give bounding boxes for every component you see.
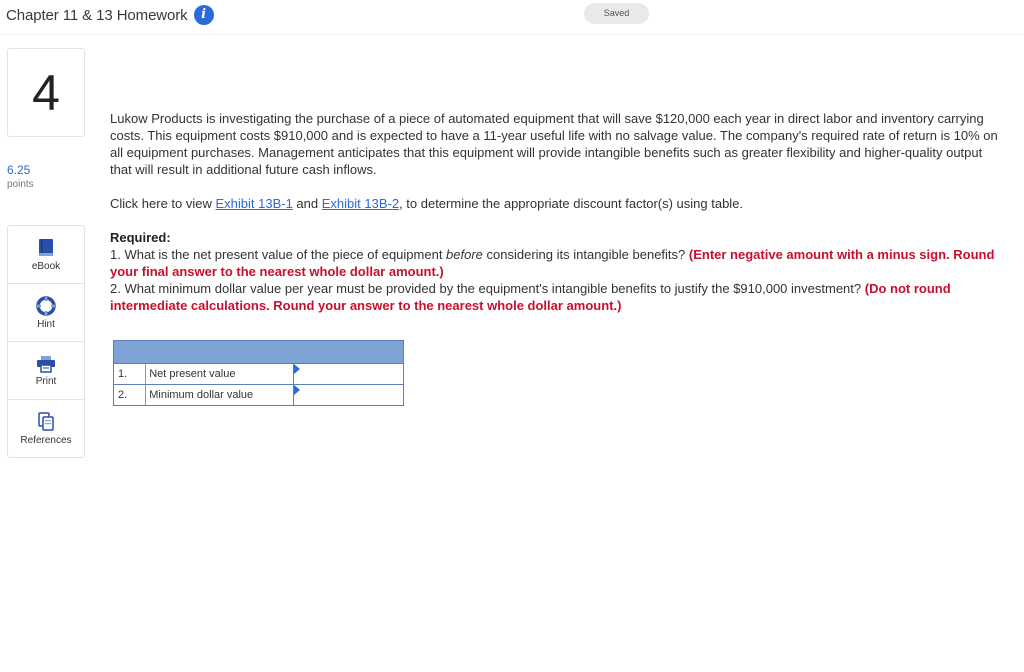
minimum-dollar-value-cell — [294, 385, 404, 406]
lifebuoy-icon — [36, 296, 56, 319]
problem-content — [110, 110, 1000, 314]
exhibit-13b-2-link[interactable]: Exhibit 13B-2 — [321, 196, 400, 211]
print-label: Print — [35, 375, 57, 387]
hint-label: Hint — [37, 318, 55, 330]
exhibit-instruction-prefix: Click here to view — [110, 196, 216, 211]
requirement-1-text-end: considering its intangible benefits? — [482, 247, 689, 262]
hint-button[interactable] — [8, 284, 84, 342]
ebook-label: eBook — [31, 260, 61, 272]
required-section — [110, 229, 1000, 314]
requirement-1 — [110, 246, 1000, 280]
printer-icon — [36, 355, 56, 376]
row-label: Minimum dollar value — [146, 385, 294, 406]
requirement-1-text: 1. What is the net present value of the piece of equipment — [110, 247, 447, 262]
requirement-1-italic: before — [446, 247, 483, 262]
problem-paragraph: Lukow Products is investigating the purchase of a piece of automated equipment that will save $120,000 each year in direct labor and inventory carrying costs. This equipment costs $910,000 and is expected to have a 11-year useful life with no salvage value. The company's required rate of return is 10% on all equipment purchases. Management anticipates that this equipment will provide intangible benefits such as greater flexibility and higher-quality output that will result in additional future cash inflows. — [110, 111, 998, 177]
question-number: 4 — [7, 48, 85, 137]
documents-icon — [37, 412, 55, 435]
answer-table-header — [114, 341, 404, 364]
exhibit-and-text: and — [292, 196, 322, 211]
references-button[interactable] — [8, 400, 84, 457]
info-icon[interactable]: i — [194, 5, 214, 25]
row-number: 1. — [114, 364, 146, 385]
header-bar — [0, 0, 1024, 35]
assignment-title: Chapter 11 & 13 Homework — [6, 6, 188, 24]
answer-table — [113, 340, 404, 406]
ebook-button[interactable] — [8, 226, 84, 284]
input-flag-icon — [294, 385, 300, 395]
table-row — [114, 385, 404, 406]
input-flag-icon — [294, 364, 300, 374]
requirement-1-instruction: (Enter negative amount with a minus sign. Round your final answer to the nearest whole dollar amount.) — [110, 247, 995, 279]
book-icon — [37, 238, 55, 261]
requirement-2 — [110, 280, 1000, 314]
points-value: 6.25 — [7, 163, 31, 177]
points-label: points — [7, 179, 34, 190]
points-block — [7, 163, 34, 190]
question-tools-panel — [7, 225, 85, 458]
assignment-title-group — [6, 5, 214, 25]
row-label: Net present value — [146, 364, 294, 385]
net-present-value-cell — [294, 364, 404, 385]
exhibit-instruction — [110, 195, 1000, 212]
saved-status-badge: Saved — [584, 3, 649, 24]
minimum-dollar-value-input[interactable] — [294, 385, 403, 405]
requirement-2-text: 2. What minimum dollar value per year must be provided by the equipment's intangible benefits to justify the $910,000 investment? — [110, 281, 865, 296]
row-number: 2. — [114, 385, 146, 406]
answer-table-header-cell — [114, 341, 404, 364]
required-title: Required: — [110, 230, 171, 245]
net-present-value-input[interactable] — [294, 364, 403, 384]
exhibit-instruction-suffix: , to determine the appropriate discount factor(s) using table. — [399, 196, 744, 211]
exhibit-13b-1-link[interactable]: Exhibit 13B-1 — [215, 196, 293, 211]
print-button[interactable] — [8, 342, 84, 400]
requirement-2-instruction: (Do not round intermediate calculations. Round your answer to the nearest whole dollar amount.) — [110, 281, 951, 313]
table-row — [114, 364, 404, 385]
references-label: References — [20, 434, 72, 446]
